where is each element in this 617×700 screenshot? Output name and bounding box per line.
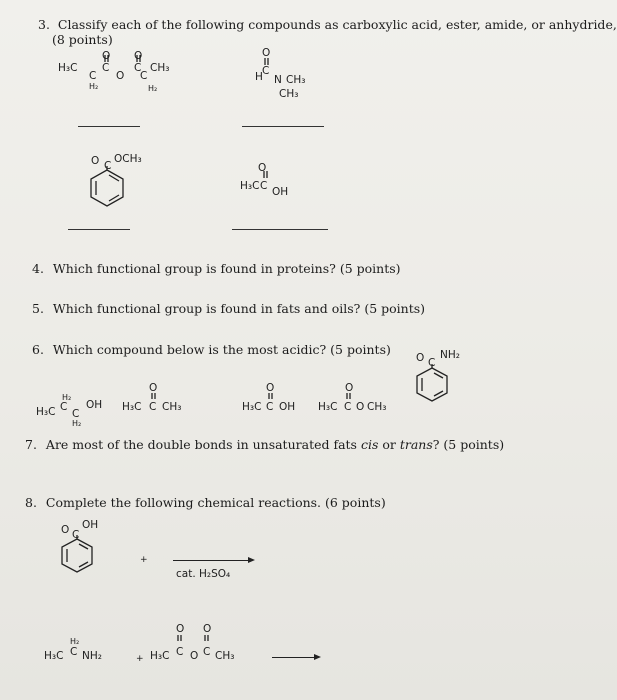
question-prompt: Which compound below is the most acidic? (5 points) [52,342,391,357]
methylamine-c: C [70,646,78,658]
plus-sign-1: + [140,555,148,565]
q6-acid-c: C [266,401,274,413]
benzoic-o: O [61,524,70,536]
plus-sign-2: + [136,654,144,664]
trans-term: trans [399,437,433,452]
q6-acid-o: O [266,382,275,394]
ethanol-h3c: H₃C [36,406,56,418]
anhydride-c2: C [134,62,142,74]
question-or: or [378,437,400,452]
acetone-ch3: CH₃ [162,401,182,413]
question-prompt: Complete the following chemical reactions. (6 points) [45,495,386,510]
reaction-arrow-2-head [314,654,321,660]
acid-o: O [258,162,267,174]
q8-anhydride-c2: C [203,646,211,658]
anhydride-o2: O [134,50,143,62]
anhydride-ch3: CH₃ [150,62,170,74]
q6-ester-c: C [344,401,352,413]
q6-acid-h3c: H₃C [242,401,262,413]
question-number: 7. [25,437,37,452]
acid-c: C [260,180,268,192]
anhydride-h3c: H₃C [58,62,78,74]
anhydride-c3: C [140,70,148,82]
question-prompt: Which functional group is found in proteins? (5 points) [52,261,401,276]
benzamide-c: C [428,357,436,369]
q6-ester-o-bridge: O [356,401,365,413]
question-number: 3. [38,17,50,32]
question-prompt-a: Are most of the double bonds in unsaturated fats [45,437,361,452]
acetone-o: O [149,382,158,394]
q8-anhydride-o1: O [176,623,185,635]
benzamide-nh2: NH₂ [440,349,460,361]
cis-term: cis [360,437,379,452]
question-number: 5. [32,301,44,316]
anhydride-h2b: H₂ [148,84,158,93]
question-number: 4. [32,261,44,276]
question-7-text [25,437,504,452]
amide-h: H [255,71,263,83]
acid-oh: OH [272,186,289,198]
ethanol-h2-bottom: H₂ [72,419,82,428]
amide-ch3: CH₃ [279,88,299,100]
methylamine-h2: H₂ [70,637,80,646]
acetone-h3c: H₃C [122,401,142,413]
reaction-arrow-2 [272,657,316,658]
acid-h3c: H₃C [240,180,260,192]
answer-line-1 [78,126,140,127]
anhydride-bonds [65,50,195,90]
answer-line-2 [242,126,324,127]
amide-c: C [262,65,270,77]
ethanol-c2: C [72,408,80,420]
q6-ester-ch3: CH₃ [367,401,387,413]
anhydride-o-bridge: O [116,70,125,82]
question-prompt-b: ? (5 points) [432,437,505,452]
methylamine-nh2: NH₂ [82,650,102,662]
question-number: 6. [32,342,44,357]
ester-o: O [91,155,100,167]
ethanol-h2-top: H₂ [62,393,72,402]
q6-ester-h3c: H₃C [318,401,338,413]
anhydride-c: C [89,70,97,82]
ethanol-oh: OH [86,399,103,411]
question-3-points: (8 points) [52,32,113,47]
question-prompt: Classify each of the following compounds as carboxylic acid, ester, amide, or anhydride, [57,17,617,32]
benzoic-c: C [72,529,80,541]
acetone-c: C [149,401,157,413]
answer-line-3 [68,229,130,230]
q8-anhydride-h3c: H₃C [150,650,170,662]
ester-c: C [104,160,112,172]
methylamine-h3c: H₃C [44,650,64,662]
anhydride-h2a: H₂ [89,82,99,91]
ethanol-c1: C [60,401,68,413]
amide-n: N [274,74,282,86]
amide-o: O [262,47,271,59]
question-5-text [32,301,425,316]
question-6-text [32,342,391,357]
benzene-ring-icon [85,166,145,226]
q8-anhydride-c1: C [176,646,184,658]
question-prompt: Which functional group is found in fats and oils? (5 points) [52,301,426,316]
q8-anhydride-o-bridge: O [190,650,199,662]
q6-acid-oh: OH [279,401,296,413]
reaction-arrow-1-head [248,557,255,563]
benzene-ring-icon [57,535,107,585]
benzene-ring-icon [412,364,462,414]
answer-line-4 [232,229,328,230]
q8-anhydride-o2: O [203,623,212,635]
question-8-text [25,495,386,510]
q8-anhydride-ch3: CH₃ [215,650,235,662]
benzamide-o: O [416,352,425,364]
ester-och3: OCH₃ [114,153,142,165]
reaction-arrow-1 [173,560,251,561]
anhydride-o1: O [102,50,111,62]
amide-nch3: CH₃ [286,74,306,86]
q6-ester-o: O [345,382,354,394]
catalyst-label: cat. H₂SO₄ [176,568,231,580]
anhydride-c1: C [102,62,110,74]
question-number: 8. [25,495,37,510]
question-4-text [32,261,401,276]
benzoic-oh: OH [82,519,99,531]
question-3-text [38,17,617,32]
